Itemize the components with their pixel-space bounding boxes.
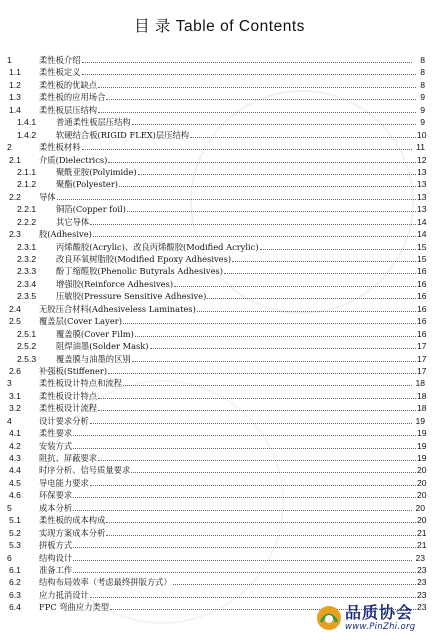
toc-entry[interactable]: [0, 527, 439, 539]
toc-entry-title: 时序分析、信号质量要求: [39, 465, 131, 476]
toc-entry-line: [39, 415, 425, 427]
toc-entry-line: [39, 79, 425, 91]
toc-entry-title: 安装方式: [39, 440, 73, 451]
toc-entry-number: 4.4: [9, 465, 21, 476]
toc-leader-dots: [190, 130, 416, 138]
toc-entry-number: 4.2: [9, 440, 21, 451]
toc-entry-number: 2.3.1: [17, 241, 37, 252]
toc-entry-number: 2.5: [9, 316, 21, 327]
toc-entry-title: 成本分析: [39, 502, 73, 513]
toc-entry-line: [39, 514, 425, 526]
toc-entry-number: 3: [7, 378, 12, 389]
toc-entry[interactable]: [0, 79, 439, 91]
toc-entry-line: [39, 191, 425, 203]
toc-entry-number: 2.1: [9, 154, 21, 165]
toc-entry-line: [39, 66, 425, 78]
toc-entry-page: 14: [417, 229, 427, 240]
toc-leader-dots: [123, 316, 416, 324]
toc-leader-dots: [173, 577, 416, 585]
toc-entry-title: 柔性板定义: [39, 67, 81, 78]
toc-entry-page: 8: [420, 55, 425, 65]
toc-leader-dots: [106, 515, 416, 523]
toc-entry-number: 5.3: [9, 540, 21, 551]
page-title: 目 录 Table of Contents: [134, 18, 305, 35]
toc-entry-page: 18: [417, 403, 427, 414]
toc-entry-line: [39, 402, 425, 414]
toc-leader-dots: [98, 105, 416, 113]
toc-entry-line: [39, 228, 425, 240]
toc-entry[interactable]: [0, 440, 439, 452]
toc-entry[interactable]: [0, 303, 439, 315]
toc-entry-page: 19: [417, 440, 427, 451]
toc-leader-dots: [73, 503, 412, 511]
toc-entry[interactable]: [0, 178, 439, 190]
toc-entry-title: 导体: [39, 191, 56, 202]
toc-entry-title: 柔性板设计流程: [39, 403, 98, 414]
toc-entry-line: [39, 377, 425, 389]
toc-entry-title: 覆盖层(Cover Layer): [39, 316, 122, 327]
toc-entry-title: 压敏胶(Pressure Sensitive Adhesive): [56, 291, 207, 302]
toc-entry-page: 15: [417, 254, 427, 264]
toc-entry-number: 2.2.1: [17, 204, 37, 215]
toc-entry-title: 无胶压合材料(Adhesiveless Laminates): [39, 303, 196, 314]
toc-entry[interactable]: [0, 365, 439, 377]
toc-entry-line: [39, 464, 425, 476]
toc-leader-dots: [138, 167, 416, 175]
toc-entry-title: 导电能力要求: [39, 477, 89, 488]
toc-entry-number: 6.1: [9, 564, 21, 575]
toc-entry[interactable]: [0, 477, 439, 489]
toc-entry-title: 准备工作: [39, 564, 73, 575]
toc-entry-page: 15: [417, 241, 427, 252]
toc-entry-number: 2.1.1: [17, 166, 37, 177]
toc-entry-page: 13: [417, 179, 427, 190]
toc-entry-title: 结构设计: [39, 552, 73, 563]
toc-entry[interactable]: [0, 141, 439, 153]
toc-entry-line: [39, 539, 425, 551]
toc-leader-dots: [82, 142, 413, 150]
toc-leader-dots: [132, 354, 416, 362]
toc-entry-title: 补强板(Stiffener): [39, 365, 108, 376]
toc-leader-dots: [108, 366, 416, 374]
toc-entry-line: [39, 427, 425, 439]
toc-leader-dots: [73, 540, 416, 548]
toc-entry-line: [39, 154, 425, 166]
toc-entry-title: 环保要求: [39, 490, 73, 501]
toc-entry-line: [39, 303, 425, 315]
toc-entry-page: 13: [417, 166, 427, 177]
toc-entry-title: 柔性板的优缺点: [39, 79, 98, 90]
toc-entry-number: 2.2.2: [17, 216, 37, 227]
toc-entry-page: 20: [417, 515, 427, 526]
toc-entry-number: 5: [7, 502, 12, 513]
toc-entry-number: 2.3.3: [17, 266, 37, 277]
toc-entry[interactable]: [0, 154, 439, 166]
toc-entry-number: 3.2: [9, 403, 21, 414]
toc-entry-line: [56, 166, 425, 178]
toc-entry[interactable]: [0, 91, 439, 103]
toc-entry-page: 20: [417, 465, 427, 476]
toc-entry-line: [39, 502, 425, 514]
toc-entry-title: 覆盖膜(Cover Film): [56, 328, 134, 339]
toc-entry-line: [56, 265, 425, 277]
site-logo[interactable]: [311, 600, 439, 640]
logo-title: 品质协会: [345, 603, 414, 622]
toc-entry-number: 2.5.1: [17, 328, 37, 339]
toc-entry-page: 16: [417, 316, 427, 327]
toc-leader-dots: [108, 155, 416, 163]
toc-entry[interactable]: [0, 166, 439, 178]
toc-entry-title: 覆盖膜与油墨的区别: [56, 353, 131, 364]
toc-entry[interactable]: [0, 228, 439, 240]
toc-leader-dots: [98, 403, 416, 411]
toc-entry[interactable]: [0, 315, 439, 327]
toc-leader-dots: [90, 590, 416, 598]
toc-entry-page: 9: [420, 92, 425, 103]
toc-entry-number: 4: [7, 415, 12, 426]
toc-leader-dots: [90, 217, 416, 225]
toc-entry-page: 16: [417, 303, 427, 314]
toc-entry-title: 其它导体: [56, 216, 90, 227]
toc-entry-line: [56, 278, 425, 290]
toc-leader-dots: [174, 279, 416, 287]
toc-leader-dots: [98, 453, 416, 461]
toc-entry-line: [56, 328, 425, 340]
toc-leader-dots: [90, 416, 412, 424]
toc-entry-line: [39, 390, 425, 402]
toc-entry-line: [39, 365, 425, 377]
toc-entry[interactable]: [0, 576, 439, 588]
toc-leader-dots: [73, 441, 416, 449]
toc-entry[interactable]: [0, 340, 439, 352]
toc-entry-line: [39, 91, 425, 103]
toc-entry-page: 8: [420, 67, 425, 78]
toc-entry-title: 阻焊油墨(Solder Mask): [56, 341, 149, 352]
toc-entry-number: 2.3.2: [17, 254, 37, 264]
toc-entry[interactable]: [0, 564, 439, 576]
toc-leader-dots: [73, 490, 416, 498]
toc-entry[interactable]: [0, 216, 439, 228]
toc-entry-number: 1.4.1: [17, 117, 37, 128]
toc-leader-dots: [135, 329, 416, 337]
toc-entry-number: 1.2: [9, 79, 21, 90]
toc-entry-title: 软硬结合板(RIGID FLEX)层压结构: [56, 129, 190, 140]
toc-leader-dots: [260, 242, 416, 250]
toc-entry-line: [56, 253, 425, 265]
toc-entry-title: 酚丁缩醛胶(Phenolic Butyrals Adhesives): [56, 266, 223, 277]
toc-entry-number: 1.4: [9, 104, 21, 115]
toc-entry-page: 23: [415, 552, 425, 563]
toc-entry[interactable]: [0, 464, 439, 476]
toc-entry-page: 19: [417, 453, 427, 463]
toc-entry-title: 介质(Dielectrics): [39, 154, 108, 165]
toc-entry-number: 1.4.2: [17, 129, 37, 140]
toc-entry-page: 23: [417, 564, 427, 575]
toc-entry-number: 2.6: [9, 365, 21, 376]
toc-entry[interactable]: [0, 129, 439, 141]
toc-entry[interactable]: [0, 552, 439, 564]
toc-entry-number: 5.2: [9, 527, 21, 538]
toc-entry-page: 17: [417, 365, 427, 376]
toc-entry-number: 2.5.2: [17, 341, 37, 352]
toc-entry-line: [39, 576, 425, 588]
toc-entry[interactable]: [0, 203, 439, 215]
toc-entry-number: 4.1: [9, 428, 21, 439]
toc-entry-title: 阻抗、屏蔽要求: [39, 453, 98, 463]
toc-entry-number: 2.3.4: [17, 278, 37, 289]
toc-entry-title: 普通柔性板层压结构: [56, 117, 131, 128]
toc-entry-page: 16: [417, 278, 427, 289]
toc-entry-page: 23: [417, 602, 427, 613]
toc-leader-dots: [57, 192, 416, 200]
toc-entry-page: 14: [417, 216, 427, 227]
toc-entry-number: 6.3: [9, 589, 21, 600]
toc-entry-line: [56, 340, 425, 352]
toc-entry-page: 9: [420, 117, 425, 128]
table-of-contents: [0, 54, 439, 614]
toc-entry-title: 胶(Adhesive): [39, 229, 92, 240]
toc-leader-dots: [132, 117, 416, 125]
toc-entry-page: 8: [420, 79, 425, 90]
toc-entry-title: 改良环氧树脂胶(Modified Epoxy Adhesives): [56, 254, 232, 264]
toc-entry[interactable]: [0, 328, 439, 340]
toc-entry-number: 4.5: [9, 477, 21, 488]
logo-url: www.PinZhi.org: [345, 622, 416, 632]
toc-entry-page: 16: [417, 266, 427, 277]
toc-entry-page: 18: [417, 390, 427, 401]
toc-entry-page: 16: [417, 291, 427, 302]
toc-entry-page: 20: [417, 477, 427, 488]
toc-entry-title: 柔性板材料: [39, 142, 81, 153]
toc-entry-page: 23: [417, 589, 427, 600]
toc-entry-line: [56, 290, 425, 302]
toc-entry-line: [39, 552, 425, 564]
toc-leader-dots: [98, 80, 416, 88]
toc-entry-line: [56, 353, 425, 365]
toc-leader-dots: [73, 553, 412, 561]
toc-entry-title: 应力抵消设计: [39, 589, 89, 600]
toc-entry[interactable]: [0, 377, 439, 389]
toc-leader-dots: [232, 254, 416, 262]
toc-entry-line: [39, 452, 425, 464]
toc-entry-page: 12: [417, 154, 427, 165]
toc-entry-line: [39, 489, 425, 501]
toc-entry-page: 21: [417, 540, 427, 551]
toc-entry[interactable]: [0, 514, 439, 526]
toc-entry-line: [56, 216, 425, 228]
toc-entry[interactable]: [0, 452, 439, 464]
toc-leader-dots: [106, 92, 416, 100]
toc-entry-line: [39, 315, 425, 327]
toc-leader-dots: [131, 465, 416, 473]
toc-entry-title: 拼板方式: [39, 540, 73, 551]
toc-entry-page: 23: [417, 577, 427, 588]
toc-entry[interactable]: [0, 54, 439, 66]
toc-entry[interactable]: [0, 265, 439, 277]
toc-leader-dots: [90, 478, 416, 486]
toc-entry-title: 设计要求分析: [39, 415, 89, 426]
toc-entry-page: 17: [417, 353, 427, 364]
toc-entry-line: [39, 440, 425, 452]
toc-entry[interactable]: [0, 539, 439, 551]
toc-entry-title: 丙烯酸胶(Acrylic)、改良丙烯酸胶(Modified Acrylic): [56, 241, 259, 252]
toc-entry-page: 9: [420, 104, 425, 115]
toc-entry-line: [56, 116, 425, 128]
toc-entry[interactable]: [0, 116, 439, 128]
toc-entry-title: 柔性板层压结构: [39, 104, 98, 115]
toc-leader-dots: [73, 428, 416, 436]
toc-entry-title: 结构布局效率（考虑最终拼版方式）: [39, 577, 172, 588]
toc-entry-page: 21: [417, 527, 427, 538]
toc-entry-number: 1.1: [9, 67, 21, 78]
toc-entry-title: 柔性板设计特点和流程: [39, 378, 122, 389]
toc-entry-page: 13: [417, 191, 427, 202]
toc-entry[interactable]: [0, 66, 439, 78]
toc-entry-line: [39, 104, 425, 116]
toc-entry[interactable]: [0, 415, 439, 427]
toc-leader-dots: [82, 67, 417, 75]
toc-entry-number: 1.3: [9, 92, 21, 103]
toc-entry-page: 19: [417, 428, 427, 439]
toc-entry-number: 2.5.3: [17, 353, 37, 364]
toc-entry-line: [56, 241, 425, 253]
toc-entry-title: 柔性板介绍: [39, 55, 81, 65]
toc-entry-number: 2.3: [9, 229, 21, 240]
pinzhi-logo-icon: [315, 604, 343, 632]
toc-entry-title: 聚酰亚胺(Polyimide): [56, 166, 137, 177]
toc-entry-number: 2.2: [9, 191, 21, 202]
toc-entry-number: 2.4: [9, 303, 21, 314]
toc-entry[interactable]: [0, 278, 439, 290]
toc-entry-line: [39, 564, 425, 576]
toc-leader-dots: [127, 204, 416, 212]
toc-entry-line: [39, 141, 425, 153]
toc-leader-dots: [123, 378, 412, 386]
toc-entry[interactable]: [0, 253, 439, 265]
toc-entry[interactable]: [0, 104, 439, 116]
toc-entry-title: 柔性板的成本构成: [39, 515, 106, 526]
toc-entry-number: 2.1.2: [17, 179, 37, 190]
toc-entry-line: [56, 178, 425, 190]
toc-entry[interactable]: [0, 489, 439, 501]
toc-entry-title: 柔性板设计特点: [39, 390, 98, 401]
toc-entry-page: 17: [417, 341, 427, 352]
toc-entry-page: 20: [415, 502, 425, 513]
toc-entry[interactable]: [0, 191, 439, 203]
toc-entry-title: 铜箔(Copper foil): [56, 204, 126, 215]
toc-entry-page: 19: [415, 415, 425, 426]
toc-leader-dots: [82, 55, 413, 63]
toc-entry[interactable]: [0, 427, 439, 439]
toc-entry-title: 聚酯(Polyester): [56, 179, 119, 190]
toc-leader-dots: [98, 391, 416, 399]
toc-entry-page: 16: [417, 328, 427, 339]
toc-entry-number: 3.1: [9, 390, 21, 401]
toc-entry-line: [39, 527, 425, 539]
toc-entry[interactable]: [0, 353, 439, 365]
toc-leader-dots: [93, 229, 416, 237]
toc-leader-dots: [224, 266, 416, 274]
toc-entry-title: 柔性板的应用场合: [39, 92, 106, 103]
toc-leader-dots: [106, 528, 416, 536]
toc-entry[interactable]: [0, 290, 439, 302]
toc-entry-number: 2.3.5: [17, 291, 37, 302]
toc-entry-number: 1: [7, 55, 12, 65]
toc-entry-page: 20: [417, 490, 427, 501]
toc-entry-number: 2: [7, 142, 12, 153]
toc-entry-number: 4.6: [9, 490, 21, 501]
toc-entry-title: 柔性要求: [39, 428, 73, 439]
toc-entry-title: FPC 弯曲应力类型: [39, 602, 110, 613]
toc-leader-dots: [150, 341, 416, 349]
toc-entry-line: [39, 54, 425, 66]
toc-leader-dots: [197, 304, 416, 312]
toc-entry-title: 增强胶(Reinforce Adhesives): [56, 278, 174, 289]
toc-entry-line: [56, 129, 425, 141]
toc-entry-line: [39, 477, 425, 489]
toc-entry[interactable]: [0, 241, 439, 253]
toc-entry-page: 18: [415, 378, 425, 389]
toc-entry[interactable]: [0, 402, 439, 414]
toc-entry-number: 6.4: [9, 602, 21, 613]
toc-entry-page: 13: [417, 204, 427, 215]
toc-leader-dots: [119, 179, 416, 187]
toc-entry-line: [56, 203, 425, 215]
toc-leader-dots: [207, 291, 416, 299]
toc-entry[interactable]: [0, 502, 439, 514]
toc-entry[interactable]: [0, 390, 439, 402]
toc-entry-page: 11: [416, 142, 425, 153]
toc-leader-dots: [73, 565, 416, 573]
toc-entry-number: 6.2: [9, 577, 21, 588]
toc-entry-number: 6: [7, 552, 12, 563]
toc-entry-title: 实现方案成本分析: [39, 527, 106, 538]
toc-entry-number: 5.1: [9, 515, 21, 526]
toc-entry-number: 4.3: [9, 453, 21, 463]
toc-entry-page: 10: [417, 129, 427, 140]
